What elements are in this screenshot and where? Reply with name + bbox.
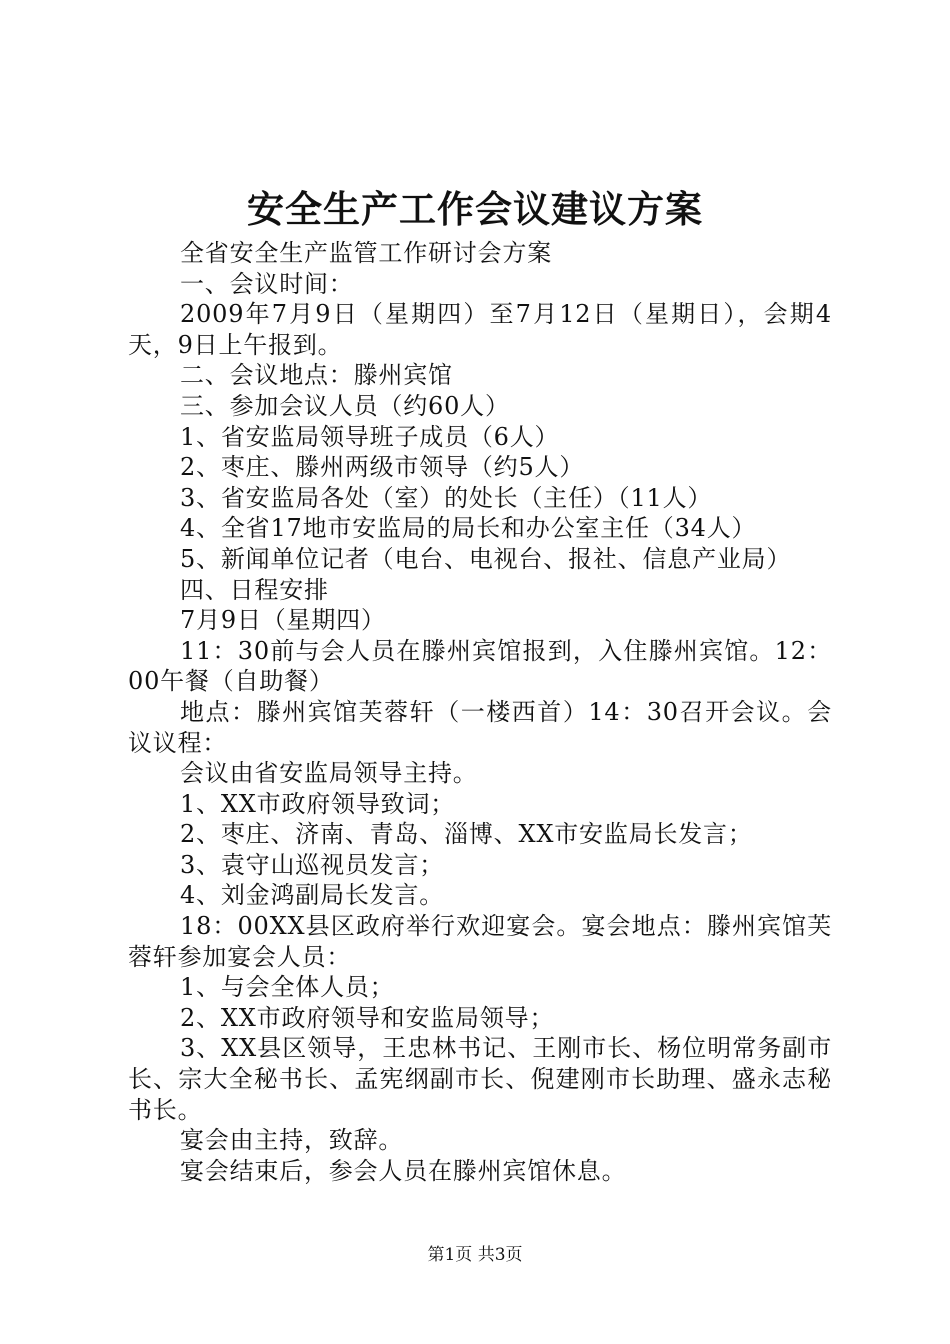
paragraph: 全省安全生产监管工作研讨会方案 [180, 239, 552, 267]
paragraph: 4、刘金鸿副局长发言。 [180, 881, 445, 910]
paragraph: 会议由省安监局领导主持。 [180, 759, 478, 788]
paragraph: 1、省安监局领导班子成员（6人） [180, 422, 560, 451]
paragraph: 3、XX县区领导，王忠林书记、王刚市长、杨位明常务副市长、宗大全秘书长、孟宪纲副市长、倪建刚市长助理、盛永志秘书长。 [128, 1034, 832, 1124]
paragraph: 宴会由主持，致辞。 [180, 1126, 404, 1155]
paragraph: 2、XX市政府领导和安监局领导； [180, 1003, 555, 1032]
paragraph: 地点：滕州宾馆芙蓉轩（一楼西首）14：30召开会议。会议议程： [128, 697, 832, 757]
paragraph: 3、袁守山巡视员发言； [180, 850, 445, 879]
paragraph: 2、枣庄、济南、青岛、淄博、XX市安监局长发言； [180, 820, 753, 849]
paragraph: 宴会结束后，参会人员在滕州宾馆休息。 [180, 1156, 627, 1185]
paragraph: 一、会议时间： [180, 269, 354, 298]
paragraph: 四、日程安排 [180, 575, 329, 604]
paragraph: 2、枣庄、滕州两级市领导（约5人） [180, 453, 585, 482]
paragraph: 1、XX市政府领导致词； [180, 789, 456, 818]
paragraph: 4、全省17地市安监局的局长和办公室主任（34人） [180, 514, 757, 543]
paragraph: 二、会议地点：滕州宾馆 [180, 361, 453, 390]
document-body [128, 238, 832, 1186]
paragraph: 11：30前与会人员在滕州宾馆报到，入住滕州宾馆。12：00午餐（自助餐） [128, 636, 832, 696]
paragraph: 三、参加会议人员（约60人） [180, 391, 510, 420]
paragraph: 7月9日（星期四） [180, 606, 386, 635]
paragraph: 5、新闻单位记者（电台、电视台、报社、信息产业局） [180, 544, 792, 573]
paragraph: 3、省安监局各处（室）的处长（主任）（11人） [180, 483, 713, 512]
document-title: 安全生产工作会议建议方案 [247, 187, 703, 231]
page-footer: 第1页 共3页 [427, 1245, 523, 1265]
paragraph: 18：00XX县区政府举行欢迎宴会。宴会地点：滕州宾馆芙蓉轩参加宴会人员： [128, 912, 832, 971]
paragraph: 2009年7月9日（星期四）至7月12日（星期日），会期4天，9日上午报到。 [128, 300, 832, 359]
paragraph: 1、与会全体人员； [180, 973, 395, 1002]
